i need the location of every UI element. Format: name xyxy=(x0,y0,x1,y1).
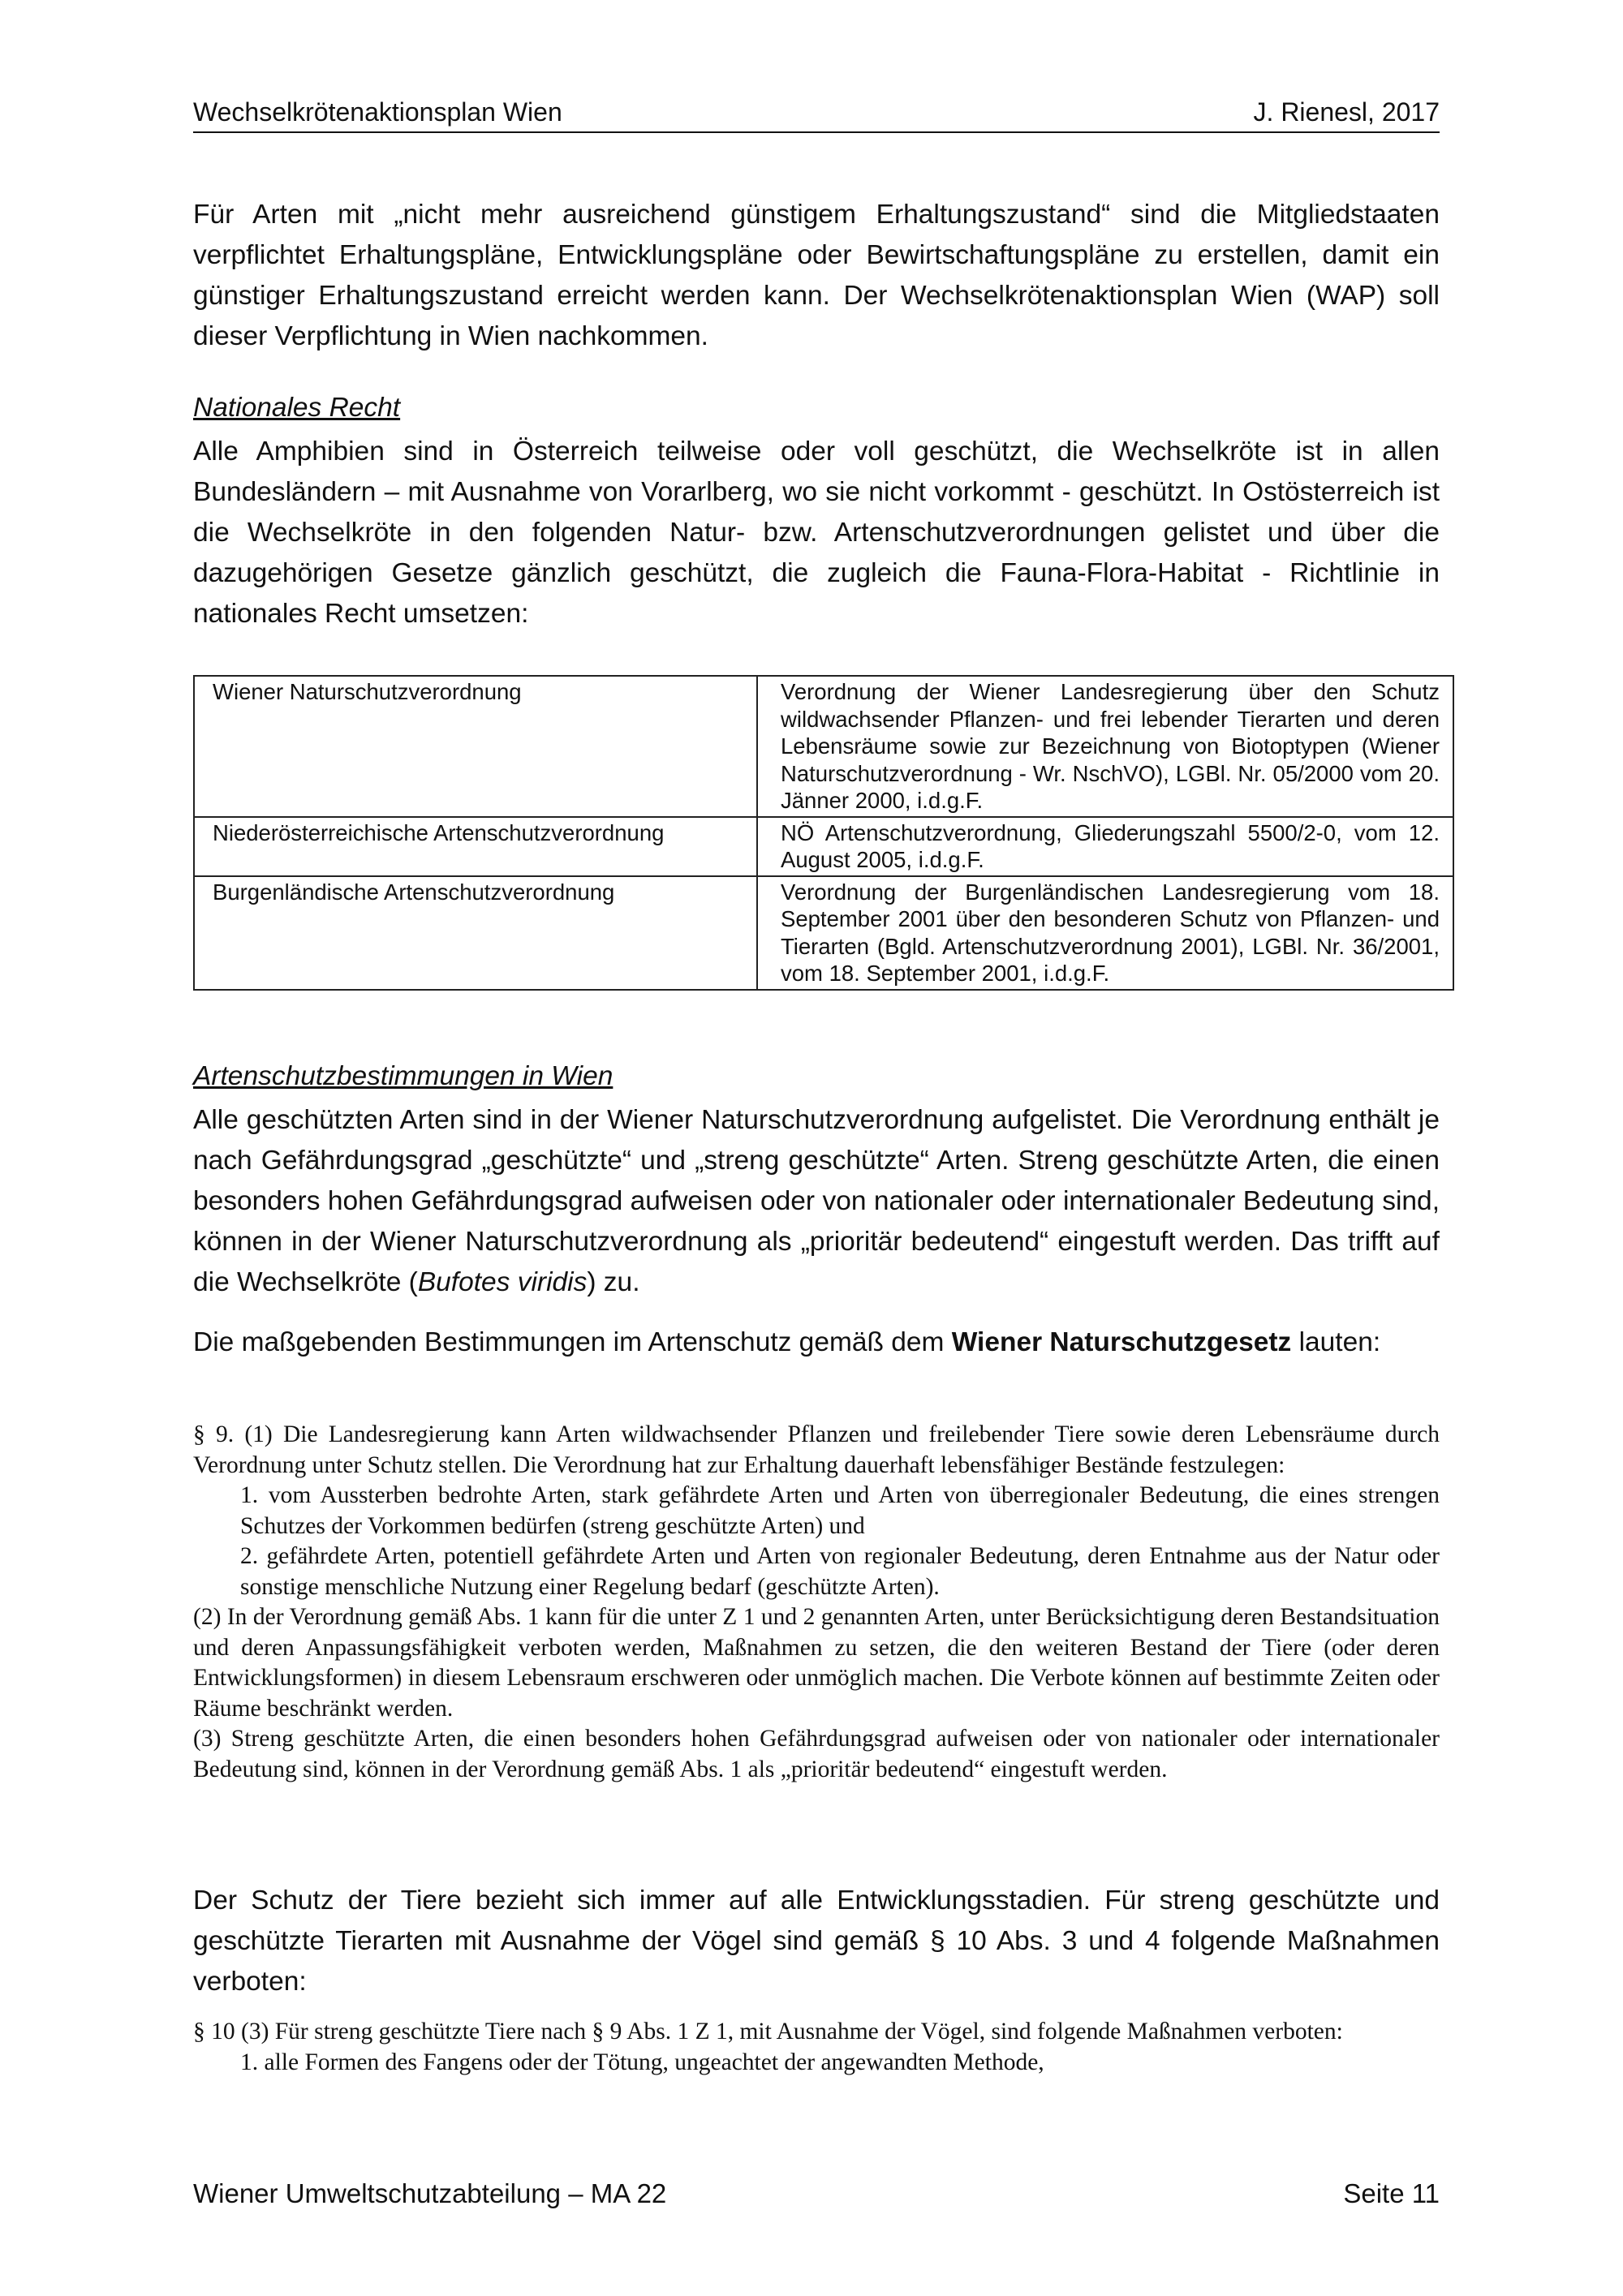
provisions-intro xyxy=(193,1322,1440,1363)
species-name: Bufotes viridis xyxy=(417,1267,588,1297)
regulation-description: Verordnung der Burgenländischen Landesregierung vom 18. September 2001 über den besonderen Schutz von Pflanzen- und Tierarten (Bgld. Artenschutzverordnung 2001), LGBl. Nr. 36/2001, vom 18. September 2001, i.d.g.F. xyxy=(757,876,1453,990)
vienna-text-part-1: Alle geschützten Arten sind in der Wiener Naturschutzverordnung aufgelistet. Die Verordnung enthält je nach Gefährdungsgrad „geschützte“ und „streng geschützte“ Arten. Streng geschützte Arten, die einen besonders hohen Gefährdungsgrad aufweisen oder von nationaler oder internationaler Bedeutung sind, können in der Wiener Naturschutzverordnung als „prioritär bedeutend“ eingestuft werden. Das trifft auf die Wechselkröte ( xyxy=(193,1105,1440,1297)
intro-paragraph: Für Arten mit „nicht mehr ausreichend günstigem Erhaltungszustand“ sind die Mitgliedstaaten verpflichtet Erhaltungspläne, Entwicklungspläne oder Bewirtschaftungspläne zu erstellen, damit ein günstiger Erhaltungszustand erreicht werden kann. Der Wechselkrötenaktionsplan Wien (WAP) soll dieser Verpflichtung in Wien nachkommen. xyxy=(193,200,1440,351)
section-heading-national-law: Nationales Recht xyxy=(193,393,401,423)
law-paragraph-9 xyxy=(193,1420,1440,1785)
protection-paragraph: Der Schutz der Tiere bezieht sich immer auf alle Entwicklungsstadien. Für streng geschützte und geschützte Tierarten mit Ausnahme der Vögel sind gemäß § 10 Abs. 3 und 4 folgende Maßnahmen verboten: xyxy=(193,1885,1440,1997)
table-row xyxy=(194,676,1453,817)
regulation-description: Verordnung der Wiener Landesregierung über den Schutz wildwachsender Pflanzen- und frei lebender Tierarten und deren Lebensräume sowie zur Bezeichnung von Biotoptypen (Wiener Naturschutzverordnung - Wr. NschVO), LGBl. Nr. 05/2000 vom 20. Jänner 2000, i.d.g.F. xyxy=(757,676,1453,817)
regulation-name: Wiener Naturschutzverordnung xyxy=(194,676,757,817)
law-9-section-label: § 9. xyxy=(193,1421,235,1447)
section-heading-vienna: Artenschutzbestimmungen in Wien xyxy=(193,1061,613,1091)
law-9-item-1: 1. vom Aussterben bedrohte Arten, stark gefährdete Arten und Arten von überregionaler Bedeutung, die eines strengen Schutzes der Vorkommen bedürfen (streng geschützte Arten) und xyxy=(240,1482,1440,1539)
vienna-text-part-2: ) zu. xyxy=(587,1267,640,1297)
page-footer xyxy=(193,2178,1440,2210)
law-9-subsection-1 xyxy=(193,1420,1440,1481)
footer-department: Wiener Umweltschutzabteilung – MA 22 xyxy=(193,2178,667,2208)
regulation-description: NÖ Artenschutzverordnung, Gliederungszahl 5500/2-0, vom 12. August 2005, i.d.g.F. xyxy=(757,817,1453,876)
provisions-intro-text: Die maßgebenden Bestimmungen im Artenschutz gemäß dem xyxy=(193,1327,952,1357)
law-paragraph-10 xyxy=(193,2017,1440,2078)
header-author-year: J. Rienesl, 2017 xyxy=(1253,97,1440,127)
law-9-text: (1) Die Landesregierung kann Arten wildwachsender Pflanzen und freilebender Tiere sowie deren Lebensräume durch Verordnung unter Schutz stellen. Die Verordnung hat zur Erhaltung dauerhaft lebensfähiger Bestände festzulegen: xyxy=(193,1421,1440,1478)
regulations-table xyxy=(193,675,1454,991)
law-name: Wiener Naturschutzgesetz xyxy=(951,1327,1292,1357)
provisions-intro-end: lauten: xyxy=(1291,1327,1381,1357)
law-10-item-1: 1. alle Formen des Fangens oder der Tötung, ungeachtet der angewandten Methode, xyxy=(240,2049,1044,2075)
vienna-protection-paragraph xyxy=(193,1100,1440,1303)
table-row xyxy=(194,817,1453,876)
header-title: Wechselkrötenaktionsplan Wien xyxy=(193,97,562,127)
table-row xyxy=(194,876,1453,990)
law-9-subsection-2: (2) In der Verordnung gemäß Abs. 1 kann für die unter Z 1 und 2 genannten Arten, unter Berücksichtigung deren Bestandsituation und deren Anpassungsfähigkeit verboten werden, Maßnahmen zu setzen, die den weiteren Bestand der Tiere (oder deren Entwicklungsformen) in diesem Lebensraum erschweren oder unmöglich machen. Die Verbote können auf bestimmte Zeiten oder Räume beschränkt werden. xyxy=(193,1604,1440,1722)
national-law-paragraph: Alle Amphibien sind in Österreich teilweise oder voll geschützt, die Wechselkröte ist in allen Bundesländern – mit Ausnahme von Vorarlberg, wo sie nicht vorkommt - geschützt. In Ostösterreich ist die Wechselkröte in den folgenden Natur- bzw. Artenschutzverordnungen gelistet und über die dazugehörigen Gesetze gänzlich geschützt, die zugleich die Fauna-Flora-Habitat - Richtlinie in nationales Recht umsetzen: xyxy=(193,436,1440,629)
page-number: Seite 11 xyxy=(1343,2178,1440,2208)
regulation-name: Burgenländische Artenschutzverordnung xyxy=(194,876,757,990)
page-header xyxy=(193,96,1440,133)
law-9-subsection-3: (3) Streng geschützte Arten, die einen besonders hohen Gefährdungsgrad aufweisen oder von nationaler oder internationaler Bedeutung sind, können in der Verordnung gemäß Abs. 1 als „prioritär bedeutend“ eingestuft werden. xyxy=(193,1726,1440,1782)
law-9-item-2: 2. gefährdete Arten, potentiell gefährdete Arten und Arten von regionaler Bedeutung, deren Entnahme aus der Natur oder sonstige menschliche Nutzung einer Regelung bedarf (geschützte Arten). xyxy=(240,1543,1440,1600)
regulation-name: Niederösterreichische Artenschutzverordnung xyxy=(194,817,757,876)
law-10-intro: § 10 (3) Für streng geschützte Tiere nach § 9 Abs. 1 Z 1, mit Ausnahme der Vögel, sind folgende Maßnahmen verboten: xyxy=(193,2019,1343,2044)
